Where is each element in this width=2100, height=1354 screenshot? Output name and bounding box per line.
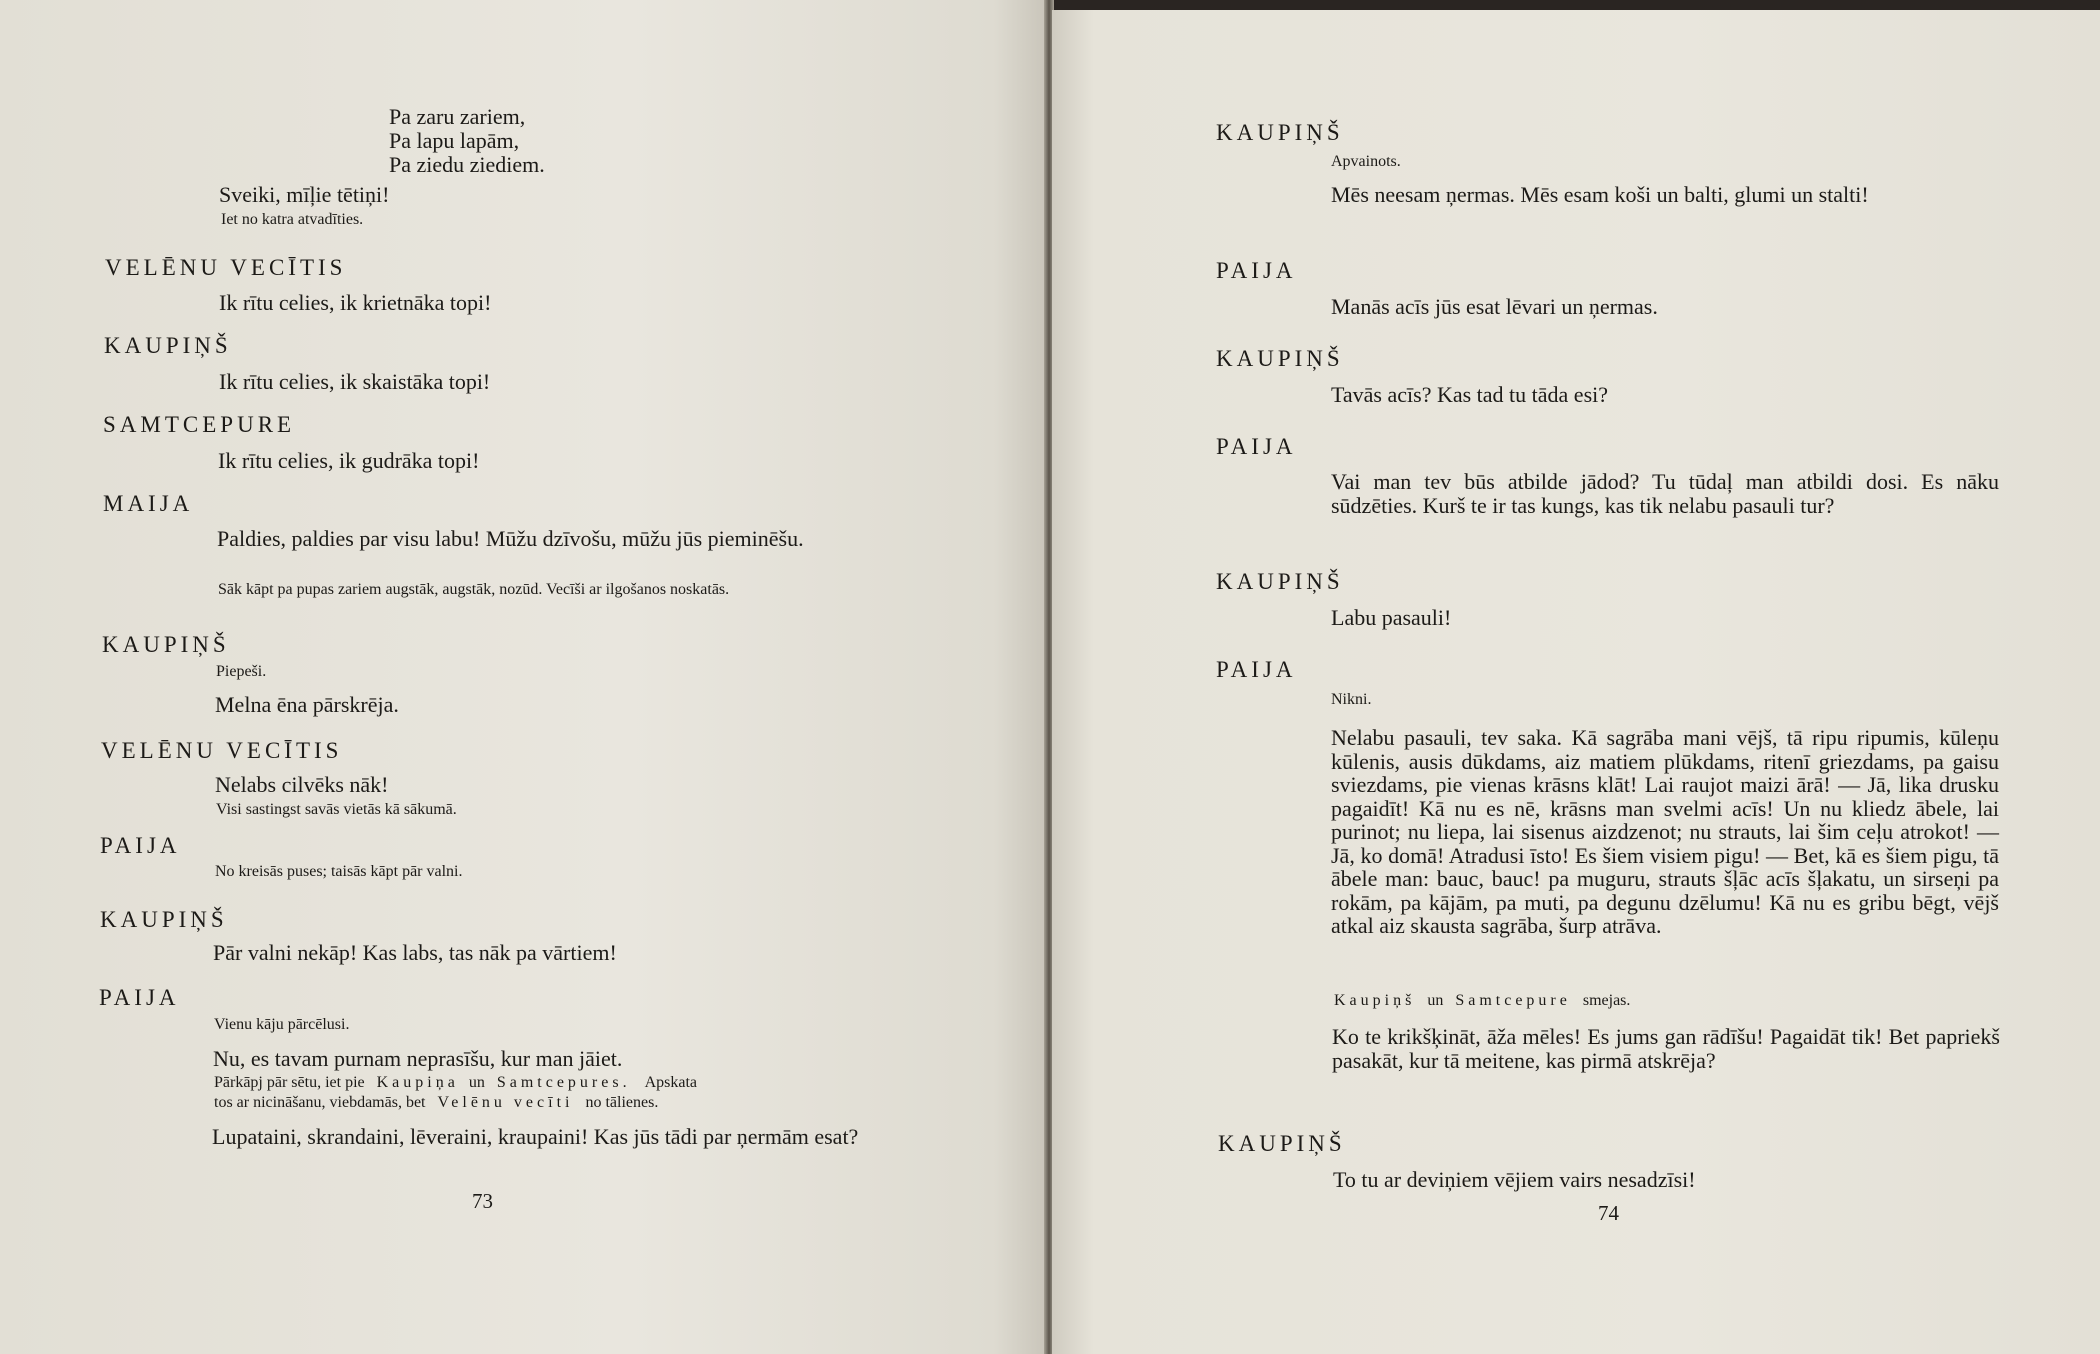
speaker-name: KAUPIŅŠ	[1218, 1131, 1346, 1156]
speaker-name: KAUPIŅŠ	[1216, 569, 1344, 594]
stage-direction: Piepeši.	[216, 663, 267, 680]
speaker-name: PAIJA	[1216, 657, 1297, 682]
stage-direction-line	[1334, 993, 1630, 1009]
speaker-name: SAMTCEPURE	[103, 412, 296, 437]
dialogue-paragraph: Nelabu pasauli, tev saka. Kā sagrāba mani vējš, tā ripu ripumis, kūleņu kūlenis, ausis dūkdams, aiz matiem plūkdams, ritenī griezdams, pa gaisu sviezdams, pie vienas krāsns klāt! Lai raujot maizi ārā! — Jā, lika drusku pagaidīt! Kā nu es nē, krāsns man svelmi acīs! Un nu kliedz ābele, lai purinot; nu liepa, lai sisenus aizdzenot; nu strauts, lai šim ceļu atrokot! — Jā, ko domā! Atradusi īsto! Es šiem visiem pigu! — Bet, kā es šiem pigu, tā ābele man: bauc, bauc! pa muguru, strauts šļāc acīs šļakatu, un sirseņi pa rokām, pa kājām, pa muti, pa degunu dzēlumu! Kā nu es gribu bēgt, vējš atkal aiz skausta sagrāba, šurp atrāva.	[1331, 725, 1999, 938]
dialogue-line: Tavās acīs? Kas tad tu tāda esi?	[1331, 382, 1609, 407]
direction-text: no tālienes.	[585, 1094, 659, 1111]
dialogue-line: Sveiki, mīļie tētiņi!	[219, 182, 390, 207]
dialogue-line: Pār valni nekāp! Kas labs, tas nāk pa vārtiem!	[213, 940, 617, 965]
speaker-name: MAIJA	[103, 491, 194, 516]
dialogue-line: Melna ēna pārskrēja.	[215, 692, 399, 717]
direction-text: un	[468, 1074, 485, 1091]
speaker-name: KAUPIŅŠ	[1216, 346, 1344, 371]
direction-text: un	[1427, 992, 1444, 1009]
verse-line: Pa zaru zariem,	[389, 104, 526, 129]
page-number: 73	[472, 1189, 493, 1213]
stage-direction: Iet no katra atvadīties.	[221, 211, 364, 228]
speaker-name: KAUPIŅŠ	[104, 333, 232, 358]
direction-name: Kaupiņa	[376, 1074, 459, 1091]
direction-text: Apskata	[644, 1074, 698, 1091]
direction-name: Samtcepure	[1455, 992, 1571, 1009]
speaker-name: VELĒNU VECĪTIS	[105, 255, 347, 280]
dialogue-line: Nelabs cilvēks nāk!	[215, 772, 389, 797]
stage-direction: No kreisās puses; taisās kāpt pār valni.	[215, 863, 463, 880]
stage-direction: Vienu kāju pārcēlusi.	[214, 1016, 350, 1033]
verse-line: Pa lapu lapām,	[389, 128, 520, 153]
dialogue-line: Nu, es tavam purnam neprasīšu, kur man jāiet.	[213, 1046, 623, 1071]
dialogue-paragraph: Lupataini, skrandaini, lēveraini, kraupaini! Kas jūs tādi par ņermām esat?	[212, 1124, 859, 1149]
dialogue-line: To tu ar deviņiem vējiem vairs nesadzīsi!	[1333, 1167, 1696, 1192]
speaker-name: PAIJA	[1216, 434, 1297, 459]
direction-name: Kaupiņš	[1334, 992, 1416, 1009]
dialogue-paragraph: Paldies, paldies par visu labu! Mūžu dzīvošu, mūžu jūs pieminēšu.	[217, 526, 804, 551]
speaker-name: KAUPIŅŠ	[100, 907, 228, 932]
speaker-name: VELĒNU VECĪTIS	[101, 738, 343, 763]
speaker-name: PAIJA	[1216, 258, 1297, 283]
stage-direction: Nikni.	[1331, 691, 1372, 708]
stage-direction: Apvainots.	[1331, 153, 1401, 170]
direction-text: smejas.	[1582, 992, 1631, 1009]
speaker-name: KAUPIŅŠ	[1216, 120, 1344, 145]
speaker-name: PAIJA	[99, 985, 180, 1010]
direction-name: Velēnu vecīti	[437, 1094, 574, 1111]
direction-text: Pārkāpj pār sētu, iet pie	[214, 1074, 365, 1091]
dialogue-line: Ik rītu celies, ik skaistāka topi!	[219, 369, 491, 394]
speaker-name: PAIJA	[100, 833, 181, 858]
speaker-name: KAUPIŅŠ	[102, 632, 230, 657]
stage-direction-line	[214, 1095, 658, 1111]
direction-name: Samtcepures.	[496, 1074, 631, 1091]
dialogue-line: Ik rītu celies, ik gudrāka topi!	[218, 448, 480, 473]
page-number: 74	[1598, 1201, 1619, 1225]
dialogue-paragraph: Vai man tev būs atbilde jādod? Tu tūdaļ man atbildi dosi. Es nāku sūdzēties. Kurš te ir tas kungs, kas tik nelabu pasauli tur?	[1331, 469, 1999, 518]
stage-direction: Sāk kāpt pa pupas zariem augstāk, augstāk, nozūd. Vecīši ar ilgošanos noskatās.	[218, 581, 730, 598]
dialogue-line: Labu pasauli!	[1331, 605, 1452, 630]
dialogue-line: Ik rītu celies, ik krietnāka topi!	[219, 290, 492, 315]
dialogue-line: Manās acīs jūs esat lēvari un ņermas.	[1331, 294, 1658, 319]
stage-direction: Visi sastingst savās vietās kā sākumā.	[216, 801, 457, 818]
left-page	[0, 0, 1046, 1354]
dialogue-paragraph: Mēs neesam ņermas. Mēs esam koši un balti, glumi un stalti!	[1331, 182, 1869, 207]
stage-direction-line	[214, 1075, 697, 1091]
right-page	[1052, 10, 2100, 1354]
dialogue-paragraph: Ko te krikšķināt, āža mēles! Es jums gan rādīšu! Pagaidāt tik! Bet papriekš pasakāt, kur tā meitene, kas pirmā atskrēja?	[1332, 1024, 2000, 1073]
verse-line: Pa ziedu ziediem.	[389, 152, 545, 177]
direction-text: tos ar nicināšanu, viebdamās, bet	[214, 1094, 426, 1111]
